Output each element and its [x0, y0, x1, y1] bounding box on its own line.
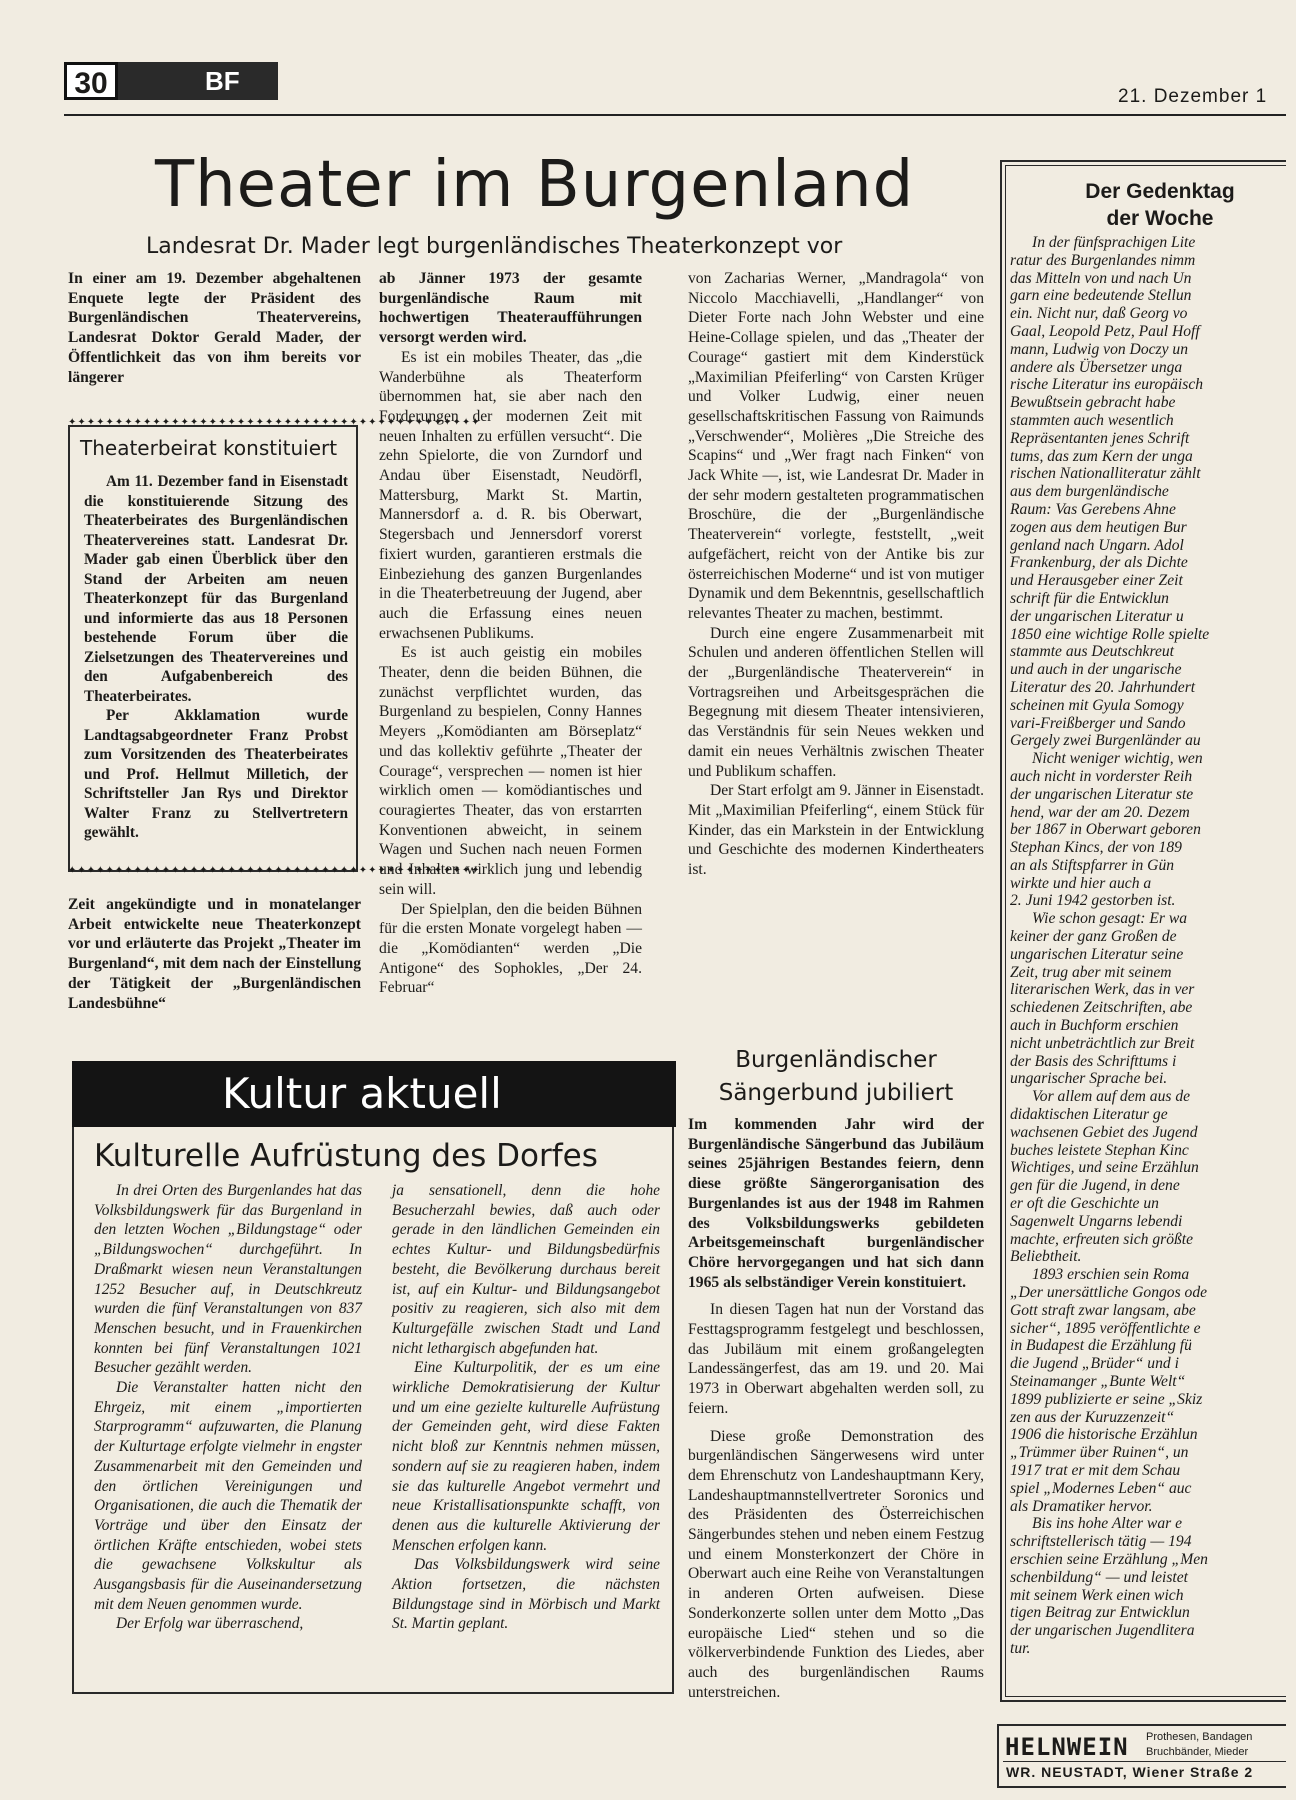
- gedenktag-line: genland nach Ungarn. Adol: [1010, 536, 1184, 554]
- gedenktag-line: Wichtiges, und seine Erzählun: [1010, 1159, 1199, 1177]
- gedenktag-line: stammten auch wesentlich: [1010, 411, 1174, 429]
- gedenktag-line: In der fünfsprachigen Lite: [1032, 234, 1196, 251]
- kultur-paragraph: Eine Kulturpolitik, der es um eine wirkliche Demokratisierung der Kultur und um eine gezielte kulturelle Aufrüstung der Gemeinden geht, wird diese Fakten nicht bloß zur Kenntnis nehmen müssen, sondern auf sie zu reagieren haben, indem sie das kulturelle Angebot vermehrt und neue Kristallisationspunkte schafft, von denen aus die kulturelle Aktivierung der Menschen erfolgen kann.: [392, 1359, 660, 1554]
- gedenktag-line: Gott straft zwar langsam, abe: [1010, 1301, 1196, 1319]
- gedenktag-line: Nicht weniger wichtig, wen: [1032, 750, 1203, 768]
- gedenktag-line: Vor allem auf dem aus de: [1032, 1088, 1191, 1106]
- page-number: 30: [64, 62, 118, 100]
- gedenktag-line: didaktischen Literatur ge: [1010, 1106, 1168, 1124]
- saengerbund-headline: [690, 1044, 982, 1110]
- gedenktag-line: rischen Nationalliteratur zählt: [1010, 465, 1201, 483]
- kultur-paragraph: In drei Orten des Burgenlandes hat das Volksbildungswerk für das Burgenland in den letzten Wochen „Bildungstage“ oder „Bildungswochen“ durchgeführt. In Draßmarkt wiesen neun Veranstaltungen 1252 Besucher auf, in Deutschkreutz wurden die fünf Veranstaltungen von 837 Menschen besucht, und in Frauenkirchen konnten bei fünf Veranstaltungen 1021 Besucher gezählt werden.: [94, 1182, 362, 1377]
- gedenktag-line: „Trümmer über Ruinen“, un: [1010, 1444, 1189, 1462]
- kultur-paragraph: Der Erfolg war überraschend,: [116, 1615, 304, 1633]
- kultur-paragraph: Das Volksbildungswerk wird seine Aktion fortsetzen, die nächsten Bildungstage sind in Mörbisch und Markt St. Martin geplant.: [392, 1556, 660, 1633]
- gedenktag-line: stammte aus Deutschkreut: [1010, 643, 1174, 661]
- saengerbund-paragraph: In diesen Tagen hat nun der Vorstand das Festtagsprogramm festgelegt und beschlossen, das Jubiläum mit einem großangelegten Landessängerfest, das am 19. und 20. Mai 1973 in Oberwart abgehalten werden soll, zu feiern.: [688, 1301, 984, 1417]
- gedenktag-line: das Mitteln von und nach Un: [1010, 269, 1192, 287]
- box-ornament-bottom: ✦✦✦✦✦✦✦✦✦✦✦✦✦✦✦✦✦✦✦✦✦✦✦✦✦✦✦✦✦✦✦✦✦✦✦✦✦✦✦✦✦✦✦✦: [68, 865, 481, 876]
- gedenktag-line: auch in Buchform erschien: [1010, 1017, 1179, 1035]
- lead-paragraph: von Zacharias Werner, „Mandragola“ von Niccolo Macchiavelli, „Handlanger“ von Dieter Forte nach John Webster und eine Heine-Collage spielen, und das „Theater der Courage“ gastiert mit dem Kinderstück „Maximilian Pfeiferling“ von Carsten Krüger und Volker Ludwig, einer neuen gesellschaftskritischen Fassung von Raimunds „Verschwender“, Molières „Die Streiche des Scapins“ und „Wer fragt nach Finken“ von Jack White —, ist, wie Landesrat Dr. Mader in der sehr modern gestalteten programmatischen Broschüre, die der „Burgenländische Theaterverein“ vorlegte, feststellt, „weit aufgefächert, reicht von der Antike bis zur österreichischen Moderne“ und ist von mutiger Dynamik und dem Bekenntnis, gesellschaftlich relevantes Theater zu machen, bestimmt.: [688, 270, 984, 622]
- section-label: BF: [205, 66, 240, 96]
- gedenktag-line: Frankenburg, der als Dichte: [1010, 554, 1188, 572]
- kultur-paragraph: ja sensationell, denn die hohe Besucherzahl bewies, daß auch oder gerade in den ländlichen Gemeinden ein echtes Kultur- und Bildungsbedürfnis besteht, die Bevölkerung durchaus bereit ist, auf ein Kultur- und Bildungsangebot positiv zu reagieren, sich also mit dem Kulturgefälle zwischen Stadt und Land nicht lethargisch abgefunden hat.: [392, 1182, 660, 1357]
- gedenktag-line: spiel „Modernes Leben“ auc: [1010, 1479, 1192, 1497]
- header-rule: [64, 114, 1286, 116]
- issue-date: 21. Dezember 1: [1118, 86, 1268, 107]
- gedenktag-line: Bis ins hohe Alter war e: [1032, 1515, 1183, 1533]
- gedenktag-line: schenbildung“ — und leistet: [1010, 1568, 1189, 1586]
- gedenktag-line: 1917 trat er mit dem Schau: [1010, 1461, 1181, 1479]
- ad-address: WR. NEUSTADT, Wiener Straße 2: [1006, 1764, 1254, 1780]
- gedenktag-line: mann, Ludwig von Doczy un: [1010, 340, 1189, 358]
- gedenktag-line: mit seinem Werk einen wich: [1010, 1586, 1184, 1604]
- gedenktag-line: Zeit, trug aber mit seinem: [1010, 963, 1172, 981]
- lead-paragraph: Durch eine engere Zusammenarbeit mit Schulen und anderen öffentlichen Stellen will der „Burgenländische Theaterverein“ in Vortragsreihen und Arbeitsgesprächen die Begegnung mit diesem Theater intensivieren, das Verständnis für sein Neues wekken und damit ein neues Verhältnis zwischen Theater und Publikum schaffen.: [688, 624, 984, 780]
- lead-column-3: [688, 269, 984, 880]
- kultur-headline: Kulturelle Aufrüstung des Dorfes: [94, 1138, 598, 1174]
- gedenktag-line: als Dramatiker hervor.: [1010, 1497, 1153, 1515]
- gedenktag-line: andere als Übersetzer unga: [1010, 358, 1183, 376]
- gedenktag-line: Repräsentanten jenes Schrift: [1010, 429, 1190, 447]
- lead-paragraph: Es ist ein mobiles Theater, das „die Wanderbühne als Theaterform übernommen hat, sie aber nach den Forderungen der modernen Zeit mit neuen Inhalten zu erfüllen versucht“. Die zehn Spielorte, die von Zurndorf und Andau über Eisenstadt, Neudörfl, Mattersburg, Markt St. Martin, Mannersdorf a. d. R. bis Oberwart, Stegersbach und Jennersdorf vorerst fixiert wurden, garantieren erstmals die Einbeziehung des ganzen Burgenlandes in die Theaterbetreuung der Jugend, aber auch die Erfassung eines neuen erwachsenen Publikums.: [379, 348, 642, 642]
- kultur-banner-title: Kultur aktuell: [222, 1069, 502, 1118]
- gedenktag-line: 1850 eine wichtige Rolle spielte: [1010, 625, 1210, 643]
- gedenktag-line: und Herausgeber einer Zeit: [1010, 572, 1183, 590]
- gedenktag-line: buches leistete Stephan Kinc: [1010, 1141, 1189, 1159]
- gedenktag-line: wirkte und hier auch a: [1010, 874, 1152, 892]
- gedenktag-line: tigen Beitrag zur Entwicklun: [1010, 1604, 1190, 1622]
- ad-line: Prothesen, Bandagen: [1146, 1731, 1253, 1743]
- gedenktag-line: 1893 erschien sein Roma: [1032, 1266, 1190, 1284]
- gedenktag-line: literarischen Werk, das in ver: [1010, 981, 1195, 999]
- gedenktag-line: „Der unersättliche Gongos ode: [1010, 1284, 1208, 1302]
- gedenktag-line: die Jugend „Brüder“ und i: [1010, 1355, 1179, 1373]
- gedenktag-line: garn eine bedeutende Stellun: [1010, 287, 1192, 305]
- saengerbund-paragraph: Diese große Demonstration des burgenländischen Sängerwesens wird unter dem Ehrenschutz von Landeshauptmann Kery, Landeshauptmannstellvertreter Soronics und des Präsidenten des Österreichischen Sängerbundes stehen und neben einem Festzug und einem Monsterkonzert der Chöre in Oberwart auch eine Reihe von Veranstaltungen in anderen Orten aufweisen. Diese Sonderkonzerte sollen unter dem Motto „Das europäische Lied“ stehen und so die völkerverbindende Funktion des Liedes, aber auch des burgenländischen Raums unterstreichen.: [688, 1427, 984, 1701]
- gedenktag-line: ber 1867 in Oberwart geboren: [1010, 821, 1201, 839]
- gedenktag-line: auch nicht in vorderster Reih: [1010, 767, 1193, 785]
- gedenktag-line: der ungarischen Literatur u: [1010, 607, 1184, 625]
- box-paragraph: Per Akklamation wurde Landtagsabgeordneter Franz Probst zum Vorsitzenden des Theaterbeirates und Prof. Hellmut Milletich, der Schriftsteller Jan Rys und Direktor Walter Franz zu Stellvertretern gewählt.: [84, 707, 348, 841]
- gedenktag-line: an als Stiftspfarrer in Gün: [1010, 856, 1175, 874]
- gedenktag-line: der ungarischen Jugendlitera: [1010, 1622, 1195, 1640]
- gedenktag-line: keiner der ganz Großen de: [1010, 928, 1177, 946]
- gedenktag-line: gen für die Jugend, in dene: [1010, 1177, 1180, 1195]
- gedenktag-line: Wie schon gesagt: Er wa: [1032, 910, 1188, 928]
- box-paragraph: Am 11. Dezember fand in Eisenstadt die konstituierende Sitzung des Theaterbeirates des Burgenländischen Theatervereines statt. Landesrat Dr. Mader gab einen Überblick über den Stand der Arbeiten am neuen Theaterkonzept für das Burgenland und informierte das aus 18 Personen bestehende Forum über die Zielsetzungen des Theatervereines und den Aufgabenbereich des Theaterbeirates.: [84, 473, 348, 705]
- lead-column-2: [379, 269, 642, 998]
- saengerbund-lead: Im kommenden Jahr wird der Burgenländische Sängerbund das Jubiläum seines 25jährigen Bestandes feiern, denn diese größte Sängerorganisation des Burgenlandes ist aus der 1948 im Rahmen des Volksbildungswerks gebildeten Arbeitsgemeinschaft burgenländischer Chöre hervorgegangen und hat sich dann 1965 als selbständiger Verein konstituiert.: [688, 1116, 984, 1291]
- saengerbund-headline-line: Sängerbund jubiliert: [718, 1080, 954, 1106]
- gedenktag-title-line: Der Gedenktag: [1085, 180, 1235, 203]
- gedenktag-line: schrift für die Entwicklun: [1010, 589, 1169, 607]
- gedenktag-line: tums, das zum Kern der unga: [1010, 447, 1193, 465]
- gedenktag-body: [1010, 234, 1296, 1694]
- lead-paragraph: Der Start erfolgt am 9. Jänner in Eisenstadt. Mit „Maximilian Pfeiferling“, einem Stück für Kinder, das ein Markstein in der Entwicklung und Geschichte des modernen Kindertheaters ist.: [688, 782, 984, 879]
- lead-headline: Theater im Burgenland: [155, 148, 915, 222]
- gedenktag-line: ungarischen Literatur seine: [1010, 945, 1184, 963]
- box-ornament-top: ✦✦✦✦✦✦✦✦✦✦✦✦✦✦✦✦✦✦✦✦✦✦✦✦✦✦✦✦✦✦✦✦✦✦✦✦✦✦✦✦✦✦✦✦: [68, 417, 481, 428]
- gedenktag-line: der ungarischen Literatur ste: [1010, 785, 1194, 803]
- box-body: [84, 472, 348, 843]
- lead-subhead: Landesrat Dr. Mader legt burgenländisches Theaterkonzept vor: [146, 234, 843, 259]
- kultur-paragraph: Die Veranstalter hatten nicht den Ehrgeiz, mit einem „importierten Starprogramm“ aufzuwarten, die Planung der Kulturtage erfolgte vielmehr in engster Zusammenarbeit mit den Gemeinden und den örtlichen Vereinigungen und Organisationen, die auch die Thematik der Vorträge und über den Einsatz der örtlichen Kräfte entschieden, wobei stets die gewachsene Volkskultur als Ausgangsbasis für die Auseinandersetzung mit dem Neuen genommen wurde.: [94, 1379, 362, 1613]
- section-bar: [118, 62, 278, 100]
- lead-column-1-bottom: Zeit angekündigte und in monatelanger Arbeit entwickelte neue Theaterkonzept vor und erläuterte das Projekt „Theater im Burgenland“, mit dem nach der Einstellung der Tätigkeit der „Burgenländischen Landesbühne“: [68, 896, 361, 1012]
- gedenktag-line: schriftstellerisch tätig — 194: [1010, 1533, 1192, 1551]
- lead-column-1-top: In einer am 19. Dezember abgehaltenen Enquete legte der Präsident des Burgenländischen Theatervereins, Landesrat Doktor Gerald Mader, der Öffentlichkeit das von ihm bereits vor längerer: [68, 270, 361, 386]
- gedenktag-line: vari-Freißberger und Sando: [1010, 714, 1186, 732]
- ad-brand: HELNWEIN: [1005, 1733, 1129, 1761]
- gedenktag-line: Sagenwelt Ungarns lebendi: [1010, 1212, 1183, 1230]
- gedenktag-line: wachsenen Gebiet des Jugend: [1010, 1123, 1198, 1141]
- gedenktag-line: Beliebtheit.: [1010, 1248, 1082, 1266]
- gedenktag-line: nicht unbeträchtlich zur Breit: [1010, 1034, 1195, 1052]
- gedenktag-line: Literatur des 20. Jahrhundert: [1010, 678, 1196, 696]
- gedenktag-line: und auch in der ungarische: [1010, 661, 1182, 679]
- gedenktag-line: ungarischer Sprache bei.: [1010, 1070, 1168, 1088]
- ad-divider: [1003, 1761, 1286, 1762]
- gedenktag-line: tur.: [1010, 1639, 1031, 1657]
- gedenktag-line: machte, erfreuten sich größte: [1010, 1230, 1194, 1248]
- gedenktag-line: scheinen mit Gyula Somogy: [1010, 696, 1184, 714]
- box-title: Theaterbeirat konstituiert: [80, 436, 338, 460]
- gedenktag-line: der Basis des Schrifttums i: [1010, 1052, 1177, 1070]
- lead-paragraph: ab Jänner 1973 der gesamte burgenländische Raum mit hochwertigen Theateraufführungen versorgt werden wird.: [379, 270, 642, 347]
- kultur-column-1: [94, 1181, 362, 1634]
- lead-paragraph: Es ist auch geistig ein mobiles Theater, denn die beiden Bühnen, die zunächst verpflichtet wurden, das Burgenland zu bespielen, Conny Hannes Meyers „Komödianten am Börseplatz“ und das kollektiv geführte „Theater der Courage“, versprechen — nomen ist hier wirklich omen — komödiantisches und couragiertes Theater, das von erstarrten Konventionen abweicht, in seinem Wagen und Suchen nach neuen Formen und Inhalten wirklich jung und lebendig sein will.: [379, 644, 642, 898]
- kultur-column-2: [392, 1181, 660, 1634]
- gedenktag-line: Gergely zwei Burgenländer au: [1010, 732, 1201, 750]
- gedenktag-line: in Budapest die Erzählung fü: [1010, 1337, 1192, 1355]
- lead-paragraph: Der Spielplan, den die beiden Bühnen für die ersten Monate vorgelegt haben — die „Komödianten“ werden „Die Antigone“ des Sophokles, „Der 24. Februar“: [379, 900, 642, 997]
- gedenktag-line: 1899 publizierte er seine „Skiz: [1010, 1390, 1203, 1408]
- gedenktag-line: Bewußtsein gebracht habe: [1010, 394, 1176, 412]
- gedenktag-line: 2. Juni 1942 gestorben ist.: [1010, 892, 1176, 910]
- gedenktag-title: [1040, 178, 1280, 232]
- gedenktag-line: zogen aus dem heutigen Bur: [1010, 518, 1187, 536]
- saengerbund-headline-line: Burgenländischer: [735, 1047, 937, 1073]
- gedenktag-line: zen aus der Kuruzzenzeit“: [1010, 1408, 1175, 1426]
- gedenktag-line: aus dem burgenländische: [1010, 483, 1169, 501]
- gedenktag-line: Gaal, Leopold Petz, Paul Hoff: [1010, 322, 1200, 340]
- saengerbund-body: [688, 1115, 984, 1702]
- gedenktag-line: Raum: Vas Gerebens Ahne: [1010, 500, 1176, 518]
- ad-line: Bruchbänder, Mieder: [1146, 1746, 1249, 1758]
- gedenktag-line: rische Literatur ins europäisch: [1010, 376, 1204, 394]
- gedenktag-line: erschien seine Erzählung „Men: [1010, 1550, 1208, 1568]
- gedenktag-line: sicher“, 1895 veröffentlichte e: [1010, 1319, 1201, 1337]
- gedenktag-line: ein. Nicht nur, daß Georg vo: [1010, 305, 1188, 323]
- gedenktag-line: hend, war der am 20. Dezem: [1010, 803, 1190, 821]
- gedenktag-line: Stephan Kincs, der von 189: [1010, 839, 1182, 857]
- gedenktag-line: er oft die Geschichte un: [1010, 1195, 1159, 1213]
- gedenktag-title-line: der Woche: [1106, 207, 1214, 230]
- gedenktag-line: schiedenen Zeitschriften, abe: [1010, 999, 1193, 1017]
- gedenktag-line: Steinamanger „Bunte Welt“: [1010, 1373, 1186, 1390]
- gedenktag-line: 1906 die historische Erzählun: [1010, 1426, 1198, 1444]
- gedenktag-line: ratur des Burgenlandes nimm: [1010, 251, 1196, 269]
